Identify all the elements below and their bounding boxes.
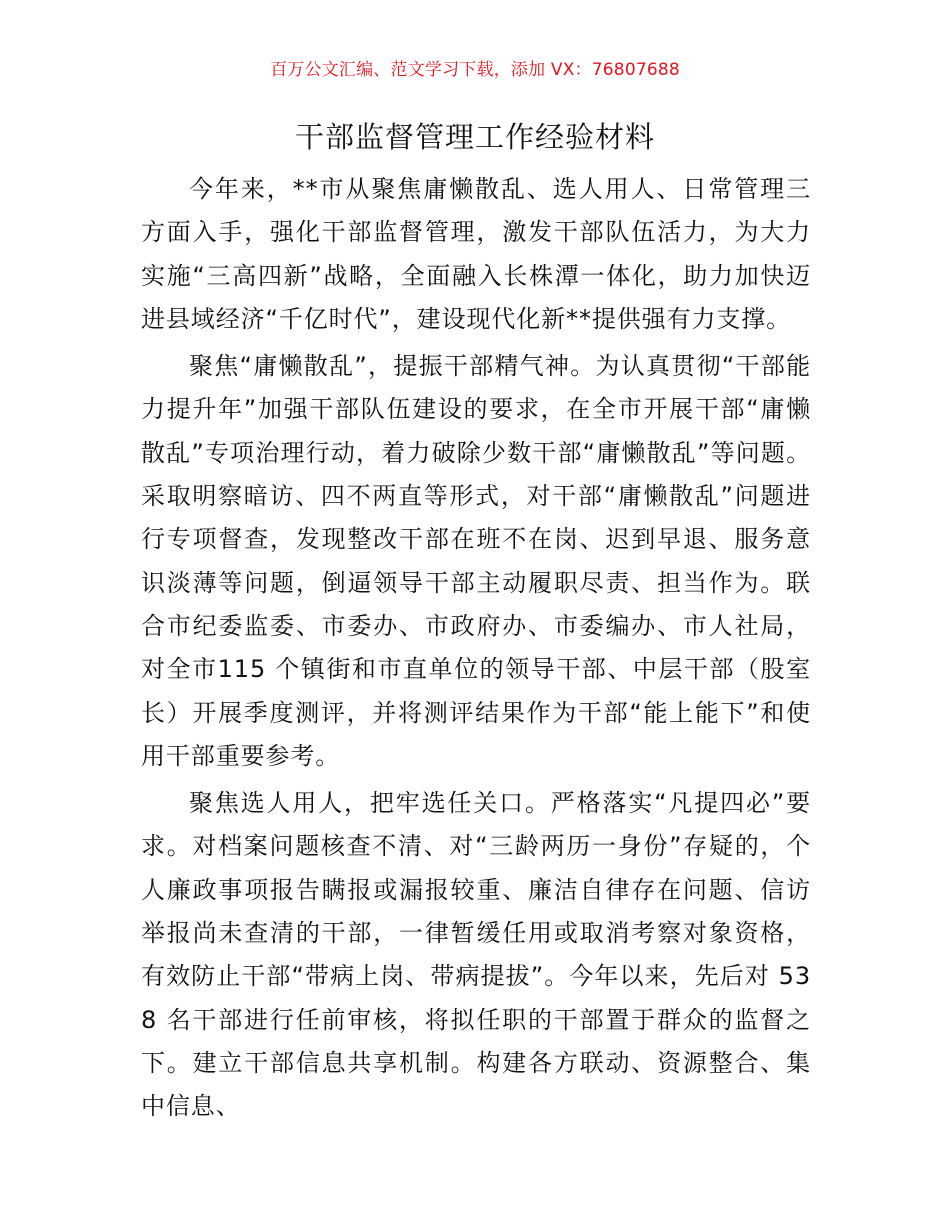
paragraph-intro: 今年来，**市从聚焦庸懒散乱、选人用人、日常管理三方面入手，强化干部监督管理，激发干部队伍活力，为大力实施“三高四新”战略，全面融入长株潭一体化，助力加快迈进县域经济“千亿时代”，建设现代化新**提供强有力支撑。 (141, 175, 811, 333)
document-body (141, 168, 811, 1129)
watermark-header: 百万公文汇编、范文学习下载，添加 VX：76807688 (270, 60, 680, 80)
paragraph-yonglan: 聚焦“庸懒散乱”，提振干部精气神。为认真贯彻“干部能力提升年”加强干部队伍建设的要求，在全市开展干部“庸懒散乱”专项治理行动，着力破除少数干部“庸懒散乱”等问题。采取明察暗访、四不两直等形式，对干部“庸懒散乱”问题进行专项督查，发现整改干部在班不在岗、迟到早退、服务意识淡薄等问题，倒逼领导干部主动履职尽责、担当作为。联合市纪委监委、市委办、市政府办、市委编办、市人社局，对全市115 个镇街和市直单位的领导干部、中层干部（股室长）开展季度测评，并将测评结果作为干部“能上能下”和使用干部重要参考。 (141, 352, 811, 770)
document-title: 干部监督管理工作经验材料 (294, 120, 655, 154)
paragraph-xuanren: 聚焦选人用人，把牢选任关口。严格落实“凡提四必”要求。对档案问题核查不清、对“三龄两历一身份”存疑的，个人廉政事项报告瞒报或漏报较重、廉洁自律存在问题、信访举报尚未查清的干部，一律暂缓任用或取消考察对象资格，有效防止干部“带病上岗、带病提拔”。今年以来，先后对 538 名干部进行任前审核，将拟任职的干部置于群众的监督之下。建立干部信息共享机制。构建各方联动、资源整合、集中信息、 (141, 789, 811, 1121)
